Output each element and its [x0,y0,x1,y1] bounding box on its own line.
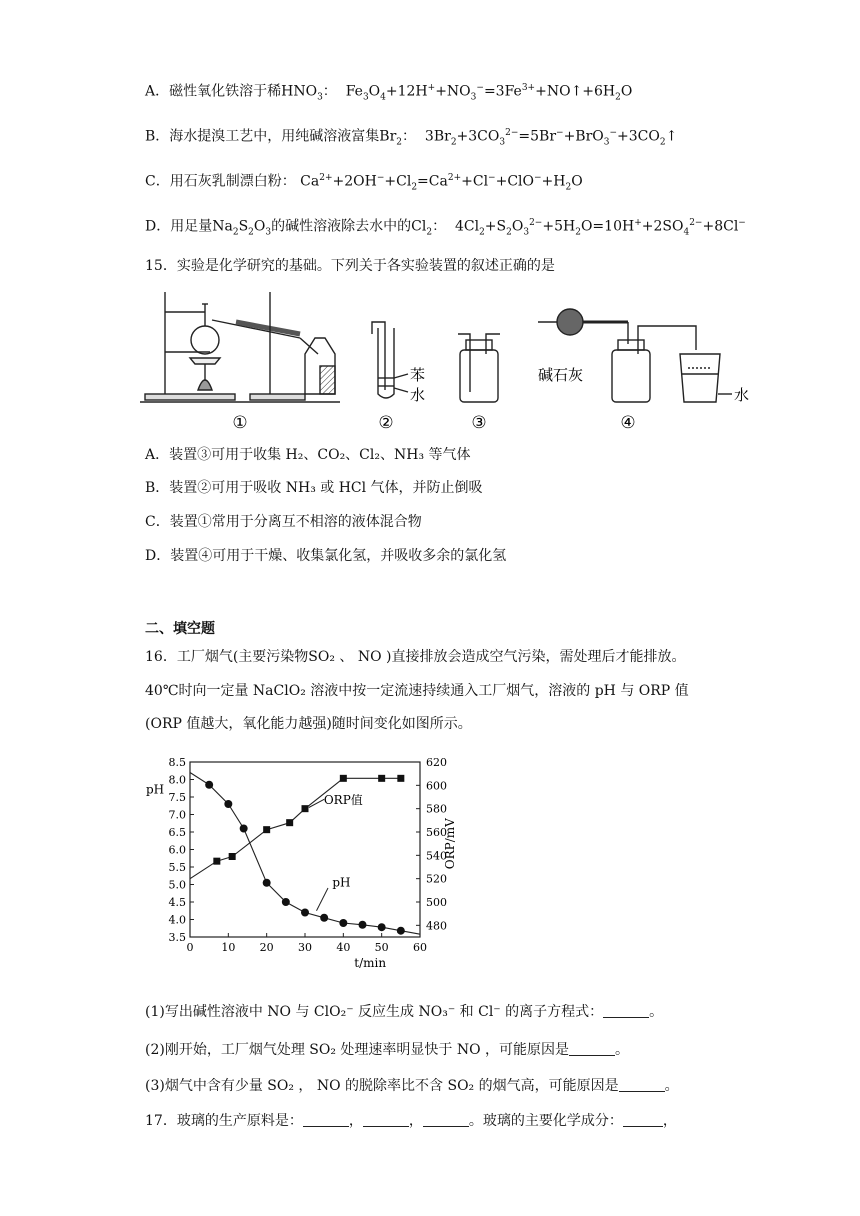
water-label-2: 水 [734,386,750,404]
y-right-tick-label: 540 [426,849,447,863]
orp-point [302,805,309,812]
orp-series-label: ORP值 [323,793,363,807]
figure-label-2: ② [378,413,394,432]
orp-point [263,826,270,833]
orp-point [397,775,404,782]
answer-blank-4[interactable] [303,1112,349,1127]
answer-blank-3[interactable] [619,1077,665,1092]
q15-option-d: D．装置④可用于干燥、收集氯化氢，并吸收多余的氯化氢 [145,548,507,564]
x-tick-label: 30 [298,941,312,954]
y-right-tick-label: 580 [426,802,447,816]
q15-option-b: B．装置②可用于吸收 NH₃ 或 HCl 气体，并防止倒吸 [145,480,483,496]
y-left-tick-label: 5.5 [168,861,186,874]
y-left-tick-label: 4.5 [168,896,186,909]
y-left-tick-label: 8.5 [168,756,186,769]
q15-option-c: C．装置①常用于分离互不相溶的液体混合物 [145,514,422,530]
ph-point [397,927,405,935]
y-right-tick-label: 560 [426,826,447,839]
orp-point [229,853,236,860]
figure-label-3: ③ [471,413,487,432]
series-line-orp [190,778,401,878]
ph-point [282,898,290,906]
y-left-tick-label: 6.0 [168,843,186,857]
q15-option-a: A．装置③可用于收集 H₂、CO₂、Cl₂、NH₃ 等气体 [145,447,471,463]
orp-point [378,775,385,782]
ph-orp-chart [140,752,480,977]
q15-apparatus-figure [140,282,760,432]
answer-blank-5[interactable] [363,1112,409,1127]
answer-blank-2[interactable] [569,1041,615,1056]
y-right-tick-label: 500 [426,896,447,909]
orp-point [213,858,220,865]
drying-collecting-apparatus [538,309,732,402]
q14-option-a: A．磁性氧化铁溶于稀$HNO_3$： $Fe_3O_4+12H^++NO_3^-=3Fe^{3+}+NO↑+6H_2O$ [145,83,633,103]
q16-sub-3: (3)烟气中含有少量 SO₂ ， NO 的脱除率比不含 SO₂ 的烟气高，可能原因是 。 [145,1078,679,1094]
y-right-tick-label: 480 [426,919,447,933]
q15-stem: 15．实验是化学研究的基础。下列关于各实验装置的叙述正确的是 [145,258,555,274]
x-tick-label: 0 [186,941,194,954]
distillation-apparatus [145,292,335,400]
q14-option-d: D．用足量$Na_2S_2O_3$的碱性溶液除去水中的$Cl_2$： $4Cl_2+S_2O_3^{2-}+5H_2O=10H^++2SO_4^{2-}+8Cl^-$ [145,218,746,238]
y-right-tick-label: 620 [426,756,447,769]
figure-label-1: ① [232,413,248,432]
water-label: 水 [410,386,426,404]
soda-lime-label: 碱石灰 [538,366,584,384]
q16-line-2: 40℃时向一定量 NaClO₂ 溶液中按一定流速持续通入工厂烟气，溶液的 pH 与 ORP 值 [145,683,689,699]
gas-bottle-apparatus [458,334,500,402]
q16-sub-2: (2)刚开始，工厂烟气处理 SO₂ 处理速率明显快于 NO ，可能原因是 。 [145,1042,630,1058]
section-title: 二、填空题 [145,621,215,637]
ph-point [378,923,386,931]
y-right-axis-label: ORP/mV [443,818,457,870]
test-tube-apparatus [372,322,408,398]
y-left-tick-label: 3.5 [168,931,186,944]
ph-point [263,879,271,887]
q16-line-3: (ORP 值越大，氧化能力越强)随时间变化如图所示。 [145,716,472,732]
q16-sub-1: (1)写出碱性溶液中 NO 与 ClO₂⁻ 反应生成 NO₃⁻ 和 Cl⁻ 的离子方程式： 。 [145,1004,664,1020]
orp-point [340,775,347,782]
x-tick-label: 40 [336,941,351,954]
ph-point [359,921,367,929]
ph-point [240,825,248,833]
q14-option-c: C．用石灰乳制漂白粉： $Ca^{2+}+2OH^-+Cl_2=Ca^{2+}+Cl^-+ClO^-+H_2O$ [145,173,583,193]
y-left-axis-label: pH [146,782,165,797]
figure-label-4: ④ [620,413,636,432]
y-left-tick-label: 8.0 [168,773,186,787]
answer-blank-6[interactable] [423,1112,469,1127]
y-left-tick-label: 7.5 [168,791,186,804]
ph-point [205,781,213,789]
answer-blank-7[interactable] [623,1112,663,1127]
q14-option-b: B．海水提溴工艺中，用纯碱溶液富集$Br_2$： $3Br_2+3CO_3^{2-}=5Br^-+BrO_3^-+3CO_2↑$ [145,128,678,148]
ph-point [339,919,347,927]
q17-line: 17．玻璃的生产原料是： ， ， 。玻璃的主要化学成分： ， [145,1113,677,1129]
ph-point [320,914,328,922]
y-left-tick-label: 5.0 [168,878,186,892]
y-right-tick-label: 520 [426,872,447,886]
x-tick-label: 60 [413,941,427,954]
y-left-tick-label: 7.0 [168,808,186,822]
ph-point [301,909,309,917]
answer-blank-1[interactable] [603,1003,649,1018]
x-axis-label: t/min [354,956,387,970]
orp-point [286,819,293,826]
y-left-tick-label: 4.0 [168,913,186,927]
ph-leader-line [317,888,329,911]
ph-series-label: pH [332,875,351,890]
benzene-label: 苯 [410,366,426,384]
x-tick-label: 50 [374,941,389,954]
ph-point [224,800,232,808]
q16-line-1: 16．工厂烟气(主要污染物SO₂ 、 NO )直接排放会造成空气污染，需处理后才能排放。 [145,649,686,665]
y-left-tick-label: 6.5 [168,826,186,839]
y-right-tick-label: 600 [426,779,447,793]
x-tick-label: 10 [221,941,236,954]
x-tick-label: 20 [259,941,274,954]
